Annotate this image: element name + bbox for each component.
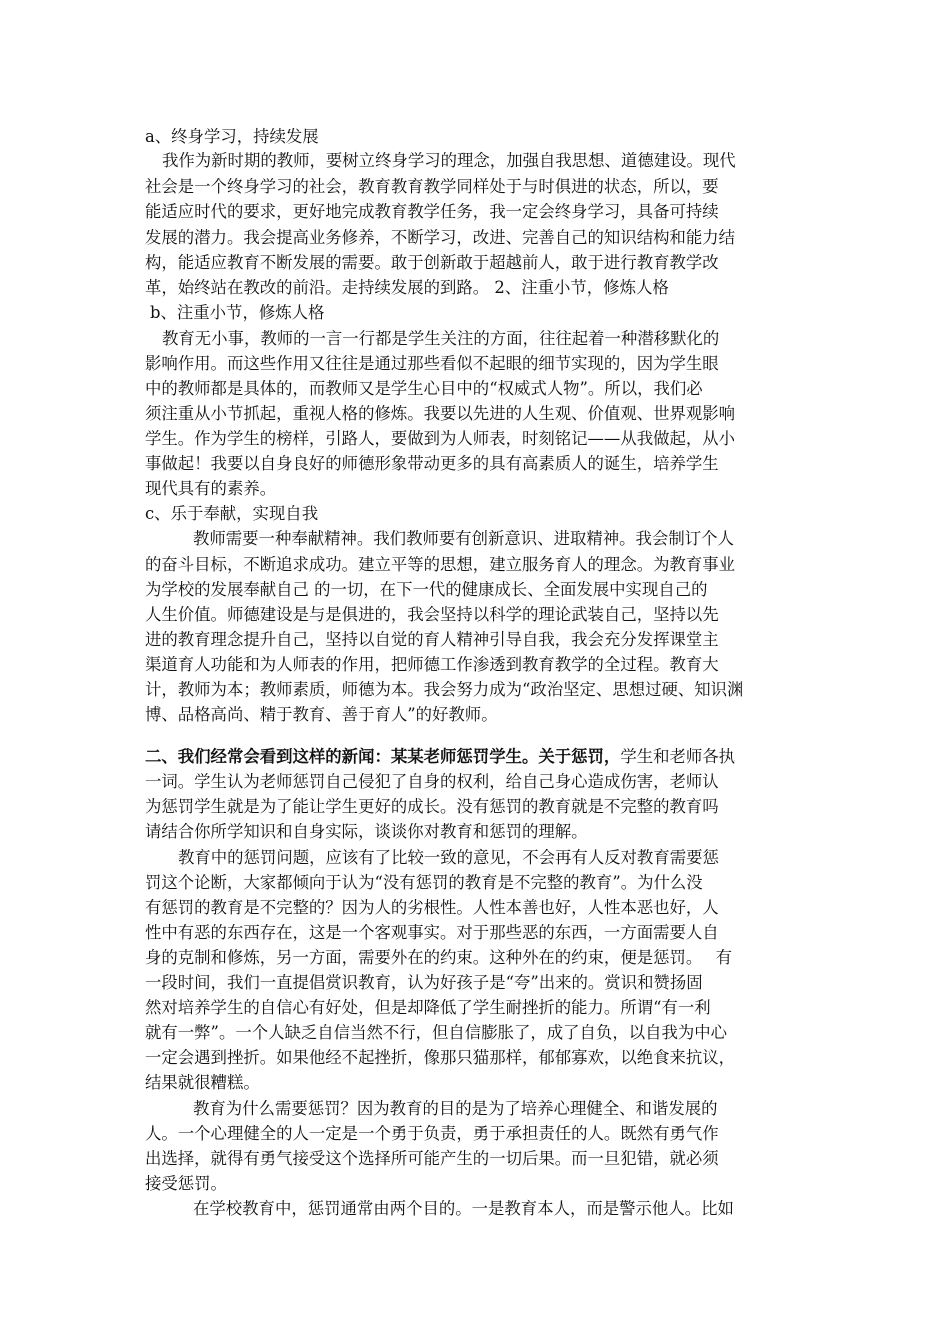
paragraph-line: 构，能适应教育不断发展的需要。敢于创新敢于超越前人，敢于进行教育教学改	[145, 253, 719, 272]
paragraph-line: 一词。学生认为老师惩罚自己侵犯了自身的权利，给自己身心造成伤害，老师认	[145, 772, 719, 791]
paragraph-line: 的奋斗目标，不断追求成功。建立平等的思想，建立服务育人的理念。为教育事业	[145, 555, 736, 574]
paragraph-line: 为惩罚学生就是为了能让学生更好的成长。没有惩罚的教育就是不完整的教育吗	[145, 797, 719, 816]
paragraph-line: 人生价值。师德建设是与是俱进的，我会坚持以科学的理论武装自己，坚持以先	[145, 605, 719, 624]
paragraph-line: 我作为新时期的教师，要树立终身学习的理念，加强自我思想、道德建设。现代	[162, 151, 736, 170]
paragraph-line: 现代具有的素养。	[145, 479, 277, 498]
paragraph-line: 博、品格高尚、精于教育、善于育人”的好教师。	[145, 705, 498, 724]
paragraph-line: 接受惩罚。	[145, 1174, 227, 1193]
paragraph-line: 中的教师都是具体的，而教师又是学生心目中的“权威式人物”。所以，我们必	[145, 379, 703, 398]
question-2-line	[145, 745, 815, 769]
paragraph-line: 就有一弊”。一个人缺乏自信当然不行，但自信膨胀了，成了自负，以自我为中心	[145, 1023, 728, 1042]
paragraph-line: 请结合你所学知识和自身实际，谈谈你对教育和惩罚的理解。	[145, 822, 588, 841]
paragraph-line: 在学校教育中，惩罚通常由两个目的。一是教育本人，而是警示他人。比如	[193, 1199, 734, 1218]
heading-a: a、终身学习，持续发展	[145, 127, 319, 146]
paragraph-line: 有惩罚的教育是不完整的？因为人的劣根性。人性本善也好，人性本恶也好，人	[145, 898, 719, 917]
paragraph-line: 罚这个论断，大家都倾向于认为“没有惩罚的教育是不完整的教育”。为什么没	[145, 873, 703, 892]
paragraph-line: 须注重从小节抓起，重视人格的修炼。我要以先进的人生观、价值观、世界观影响	[145, 404, 736, 423]
paragraph-line: 一定会遇到挫折。如果他经不起挫折，像那只猫那样，郁郁寡欢，以绝食来抗议，	[145, 1048, 736, 1067]
paragraph-line: 教师需要一种奉献精神。我们教师要有创新意识、进取精神。我会制订个人	[193, 529, 734, 548]
paragraph-line: 渠道育人功能和为人师表的作用，把师德工作渗透到教育教学的全过程。教育大	[145, 655, 719, 674]
paragraph-line: 性中有恶的东西存在，这是一个客观事实。对于那些恶的东西，一方面需要人自	[145, 923, 719, 942]
paragraph-line: 能适应时代的要求，更好地完成教育教学任务，我一定会终身学习，具备可持续	[145, 202, 719, 221]
paragraph-line: 身的克制和修炼，另一方面，需要外在的约束。这种外在的约束，便是惩罚。 有	[145, 948, 733, 967]
paragraph-line: 社会是一个终身学习的社会，教育教育教学同样处于与时俱进的状态，所以，要	[145, 177, 719, 196]
paragraph-line: 发展的潜力。我会提高业务修养，不断学习，改进、完善自己的知识结构和能力结	[145, 228, 736, 247]
paragraph-line: 计，教师为本；教师素质，师德为本。我会努力成为“政治坚定、思想过硬、知识渊	[145, 680, 744, 699]
paragraph-line: 事做起！我要以自身良好的师德形象带动更多的具有高素质人的诞生，培养学生	[145, 454, 719, 473]
paragraph-line: 为学校的发展奉献自己 的一切，在下一代的健康成长、全面发展中实现自己的	[145, 580, 708, 599]
paragraph-line: 结果就很糟糕。	[145, 1073, 260, 1092]
paragraph-line: 教育无小事，教师的一言一行都是学生关注的方面，往往起着一种潜移默化的	[162, 329, 720, 348]
paragraph-line: 人。一个心理健全的人一定是一个勇于负责，勇于承担责任的人。既然有勇气作	[145, 1124, 719, 1143]
paragraph-line: 教育为什么需要惩罚？因为教育的目的是为了培养心理健全、和谐发展的	[193, 1099, 718, 1118]
question-2-heading: 二、我们经常会看到这样的新闻：某某老师惩罚学生。关于惩罚，	[145, 747, 621, 766]
paragraph-line: 教育中的惩罚问题，应该有了比较一致的意见，不会再有人反对教育需要惩	[178, 848, 719, 867]
paragraph-line: 影响作用。而这些作用又往往是通过那些看似不起眼的细节实现的，因为学生眼	[145, 354, 719, 373]
paragraph-line: 进的教育理念提升自己，坚持以自觉的育人精神引导自我，我会充分发挥课堂主	[145, 630, 719, 649]
paragraph-line: 革，始终站在教改的前沿。走持续发展的到路。 2、注重小节，修炼人格	[145, 278, 669, 297]
heading-c: c、乐于奉献，实现自我	[145, 504, 319, 523]
question-2-continuation: 学生和老师各执	[620, 747, 736, 766]
paragraph-line: 然对培养学生的自信心有好处，但是却降低了学生耐挫折的能力。所谓“有一利	[145, 998, 711, 1017]
paragraph-line: 学生。作为学生的榜样，引路人，要做到为人师表，时刻铭记——从我做起，从小	[145, 429, 736, 448]
paragraph-line: 出选择，就得有勇气接受这个选择所可能产生的一切后果。而一旦犯错，就必须	[145, 1149, 719, 1168]
paragraph-line: 一段时间，我们一直提倡赏识教育，认为好孩子是“夸”出来的。赏识和赞扬固	[145, 973, 703, 992]
heading-b: b、注重小节，修炼人格	[150, 303, 325, 322]
